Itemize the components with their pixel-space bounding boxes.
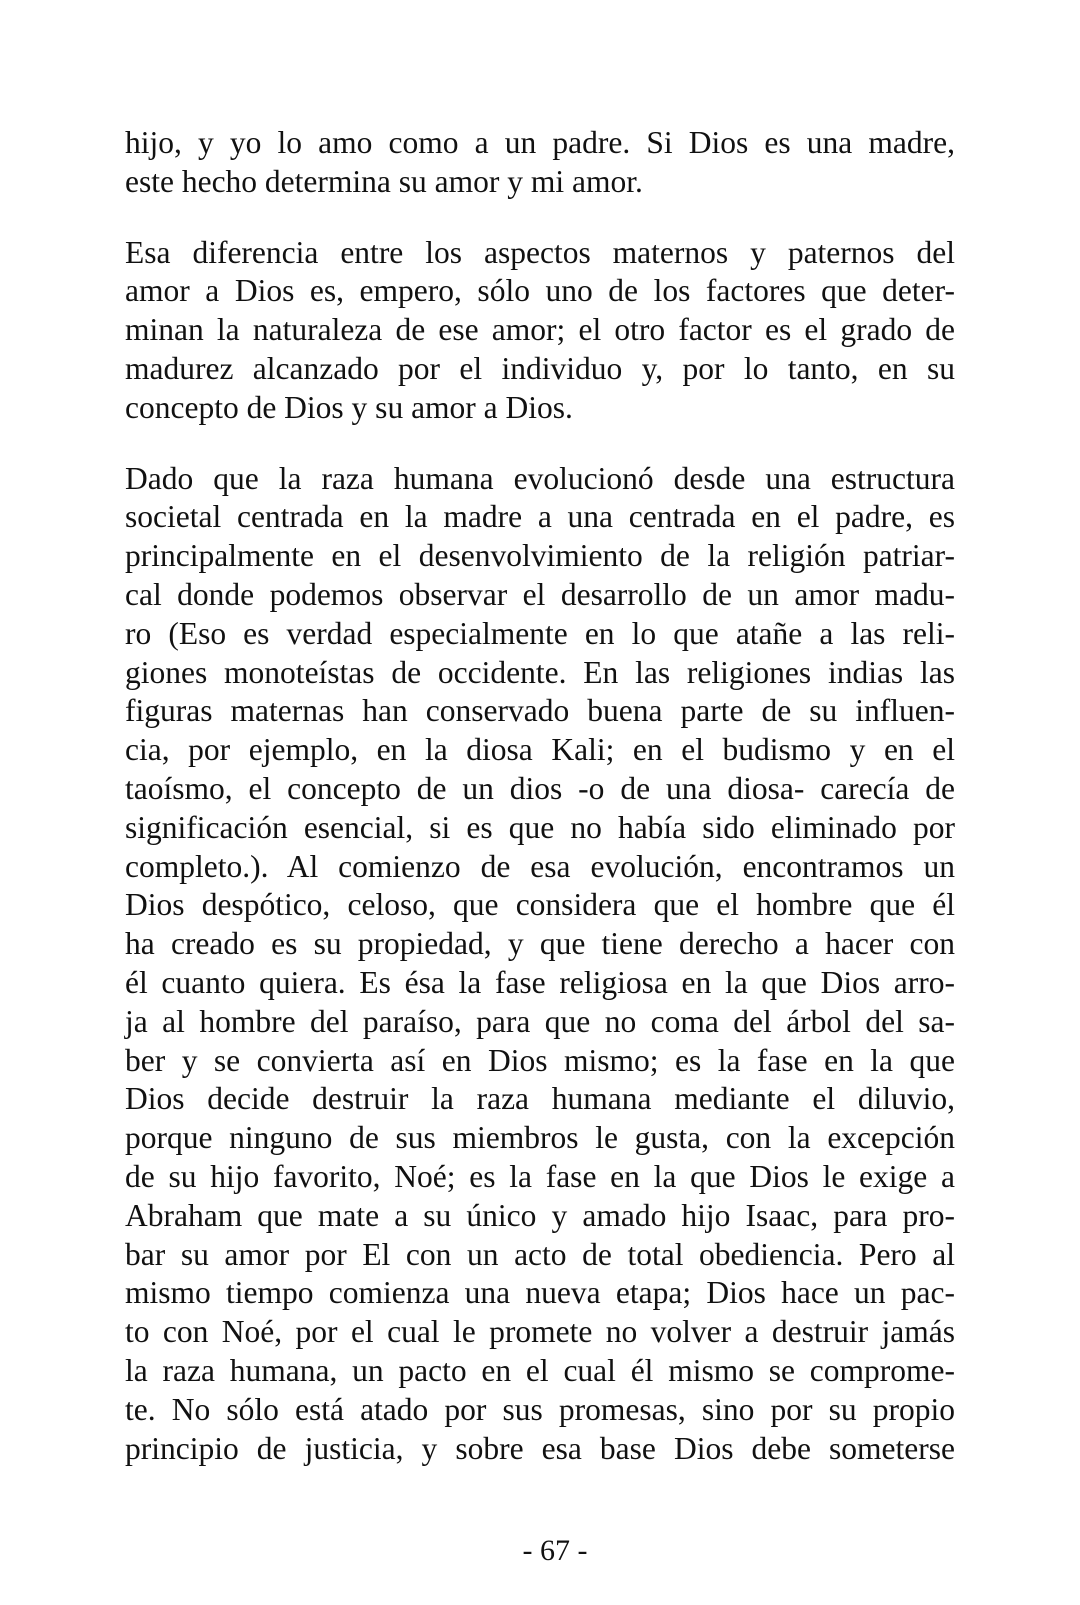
text-line: taoísmo, el concepto de un dios -o de una diosa- carecía de (125, 770, 955, 806)
text-line: este hecho determina su amor y mi amor. (125, 163, 643, 199)
paragraph-1 (125, 124, 955, 202)
text-line: concepto de Dios y su amor a Dios. (125, 389, 573, 425)
text-line: ha creado es su propiedad, y que tiene derecho a hacer con (125, 926, 955, 962)
text-line: de su hijo favorito, Noé; es la fase en la que Dios le exige a (125, 1158, 955, 1194)
text-line: hijo, y yo lo amo como a un padre. Si Dios es una madre, (125, 125, 955, 160)
text-line: bar su amor por El con un acto de total obediencia. Pero al (125, 1236, 955, 1272)
text-line: la raza humana, un pacto en el cual él mismo se comprome- (125, 1352, 955, 1388)
text-line: completo.). Al comienzo de esa evolución, encontramos un (125, 848, 955, 884)
text-line: ber y se convierta así en Dios mismo; es la fase en la que (125, 1042, 955, 1078)
text-line: significación esencial, si es que no había sido eliminado por (125, 809, 955, 845)
text-line: cia, por ejemplo, en la diosa Kali; en el budismo y en el (125, 732, 955, 768)
text-line: Esa diferencia entre los aspectos maternos y paternos del (125, 234, 955, 270)
text-line: madurez alcanzado por el individuo y, por lo tanto, en su (125, 350, 955, 386)
text-line: porque ninguno de sus miembros le gusta, con la excepción (125, 1120, 955, 1156)
text-line: minan la naturaleza de ese amor; el otro factor es el grado de (125, 312, 955, 348)
text-line: te. No sólo está atado por sus promesas, sino por su propio (125, 1391, 955, 1427)
text-line: Dado que la raza humana evolucionó desde una estructura (125, 460, 955, 496)
text-line: principio de justicia, y sobre esa base Dios debe someterse (125, 1430, 955, 1466)
page-number: - 67 - (522, 1534, 588, 1567)
text-line: cal donde podemos observar el desarrollo de un amor madu- (125, 576, 955, 612)
text-line: Dios decide destruir la raza humana mediante el diluvio, (125, 1081, 955, 1117)
text-line: figuras maternas han conservado buena parte de su influen- (125, 693, 955, 729)
text-line: societal centrada en la madre a una centrada en el padre, es (125, 499, 955, 535)
page-body (125, 124, 955, 1500)
text-line: principalmente en el desenvolvimiento de la religión patriar- (125, 538, 955, 574)
text-line: él cuanto quiera. Es ésa la fase religiosa en la que Dios arro- (125, 964, 955, 1000)
paragraph-3 (125, 460, 955, 1469)
text-line: ro (Eso es verdad especialmente en lo que atañe a las reli- (125, 615, 955, 651)
text-line: Dios despótico, celoso, que considera que el hombre que él (125, 887, 955, 923)
text-line: mismo tiempo comienza una nueva etapa; Dios hace un pac- (125, 1275, 955, 1311)
text-line: Abraham que mate a su único y amado hijo Isaac, para pro- (125, 1197, 955, 1233)
paragraph-2 (125, 234, 955, 428)
text-line: ja al hombre del paraíso, para que no coma del árbol del sa- (125, 1003, 955, 1039)
text-line: amor a Dios es, empero, sólo uno de los factores que deter- (125, 273, 955, 309)
text-line: giones monoteístas de occidente. En las religiones indias las (125, 654, 955, 690)
text-line: to con Noé, por el cual le promete no volver a destruir jamás (125, 1314, 955, 1350)
